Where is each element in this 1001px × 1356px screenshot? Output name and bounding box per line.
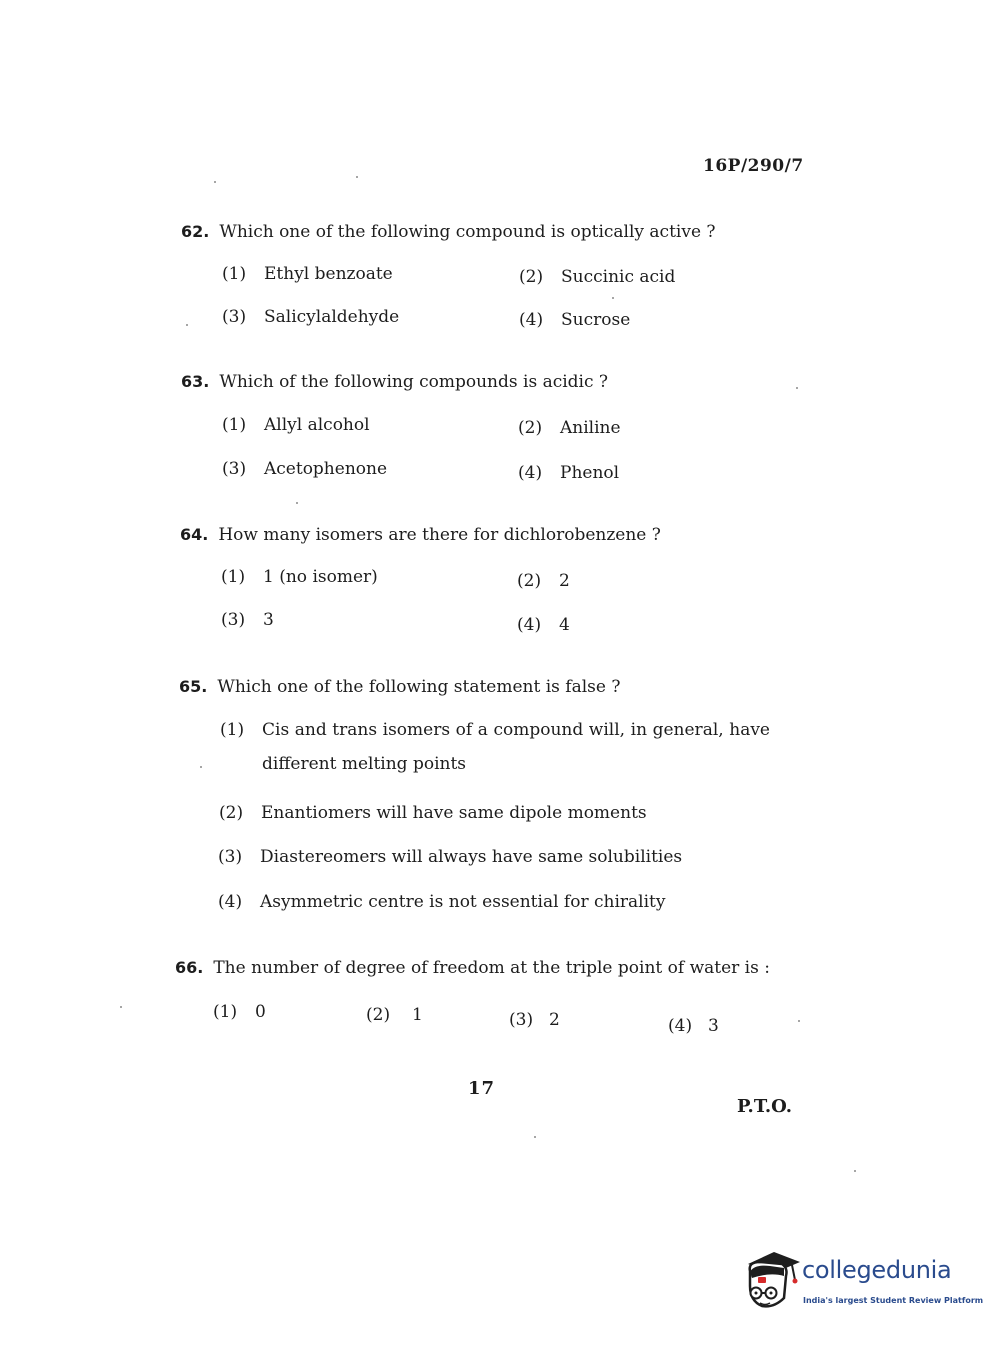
- question-text: Which of the following compounds is acidic ?: [219, 372, 609, 392]
- option-text: Aniline: [560, 418, 621, 438]
- option-3: [218, 847, 682, 867]
- scan-speck: [186, 324, 188, 326]
- option-number: (1): [221, 567, 246, 587]
- option-4: [518, 463, 619, 483]
- question-64-stem: [180, 525, 661, 545]
- option-number: (3): [218, 847, 243, 867]
- option-text: Sucrose: [561, 310, 631, 330]
- option-4: [517, 615, 570, 635]
- option-1: [222, 264, 393, 284]
- question-62-stem: [181, 222, 716, 242]
- question-number: 66.: [175, 958, 204, 977]
- option-text: Allyl alcohol: [264, 415, 370, 435]
- option-number: (2): [518, 418, 543, 438]
- option-text: 1 (no isomer): [263, 567, 378, 587]
- option-3: [222, 459, 387, 479]
- option-1: [221, 567, 378, 587]
- question-text: Which one of the following statement is false ?: [217, 677, 621, 697]
- option-number: (4): [668, 1016, 693, 1036]
- option-4: [519, 310, 630, 330]
- option-number: (2): [366, 1005, 391, 1025]
- option-text: 2: [559, 571, 570, 591]
- option-text: 1: [412, 1005, 423, 1025]
- question-66-stem: [175, 958, 770, 978]
- option-2: [517, 571, 570, 591]
- page-number: 17: [468, 1078, 496, 1099]
- scan-speck: [798, 1020, 800, 1022]
- option-text: 3: [708, 1016, 719, 1036]
- option-2: [219, 803, 647, 823]
- option-3: [221, 610, 274, 630]
- option-3: [222, 307, 399, 327]
- brand-tagline: India's largest Student Review Platform: [803, 1296, 984, 1305]
- option-3: [509, 1010, 560, 1030]
- option-text: 3: [263, 610, 274, 630]
- scan-speck: [612, 297, 614, 299]
- collegedunia-watermark: [740, 1246, 984, 1316]
- option-number: (2): [519, 267, 544, 287]
- mascot-logo-icon: [740, 1246, 802, 1316]
- scan-speck: [120, 1006, 122, 1008]
- option-text: Diastereomers will always have same solubilities: [260, 847, 683, 867]
- scan-speck: [796, 387, 798, 389]
- option-text: Phenol: [560, 463, 620, 483]
- scan-speck: [534, 1136, 536, 1138]
- option-1: [222, 415, 370, 435]
- option-number: (3): [222, 459, 247, 479]
- option-2: [519, 267, 675, 287]
- question-65-stem: [179, 677, 620, 697]
- option-text: Ethyl benzoate: [264, 264, 393, 284]
- question-63-stem: [181, 372, 608, 392]
- option-text: 2: [549, 1010, 560, 1030]
- option-number: (1): [222, 415, 247, 435]
- option-number: (2): [219, 803, 244, 823]
- option-2: [366, 1005, 423, 1025]
- option-text: Acetophenone: [264, 459, 388, 479]
- scan-speck: [854, 1170, 856, 1172]
- question-number: 64.: [180, 525, 209, 544]
- scan-speck: [214, 181, 216, 183]
- option-number: (1): [213, 1002, 238, 1022]
- scan-speck: [356, 176, 358, 178]
- question-number: 65.: [179, 677, 208, 696]
- question-text: How many isomers are there for dichlorobenzene ?: [218, 525, 661, 545]
- pto-label: P.T.O.: [737, 1096, 793, 1117]
- option-number: (4): [517, 615, 542, 635]
- question-text: Which one of the following compound is optically active ?: [219, 222, 716, 242]
- option-text: 0: [255, 1002, 266, 1022]
- scan-speck: [200, 766, 202, 768]
- option-text: Asymmetric centre is not essential for chirality: [260, 892, 666, 912]
- question-text: The number of degree of freedom at the triple point of water is :: [213, 958, 770, 978]
- question-number: 62.: [181, 222, 210, 241]
- option-number: (3): [222, 307, 247, 327]
- option-text: Salicylaldehyde: [264, 307, 400, 327]
- option-text: Cis and trans isomers of a compound will, in general, have different melting points: [262, 720, 770, 774]
- paper-code: 16P/290/7: [703, 156, 804, 176]
- option-number: (3): [509, 1010, 534, 1030]
- option-text: Enantiomers will have same dipole moments: [261, 803, 647, 823]
- question-number: 63.: [181, 372, 210, 391]
- option-1: [220, 713, 770, 781]
- option-number: (4): [519, 310, 544, 330]
- option-number: (3): [221, 610, 246, 630]
- option-4: [668, 1016, 719, 1036]
- option-2: [518, 418, 621, 438]
- scan-speck: [296, 502, 298, 504]
- brand-name: collegedunia: [802, 1256, 952, 1284]
- option-text: Succinic acid: [561, 267, 676, 287]
- option-4: [218, 892, 665, 912]
- option-number: (4): [518, 463, 543, 483]
- option-number: (4): [218, 892, 243, 912]
- option-1: [213, 1002, 266, 1022]
- option-number: (2): [517, 571, 542, 591]
- option-text: 4: [559, 615, 570, 635]
- option-number: (1): [222, 264, 247, 284]
- option-number: (1): [220, 720, 245, 740]
